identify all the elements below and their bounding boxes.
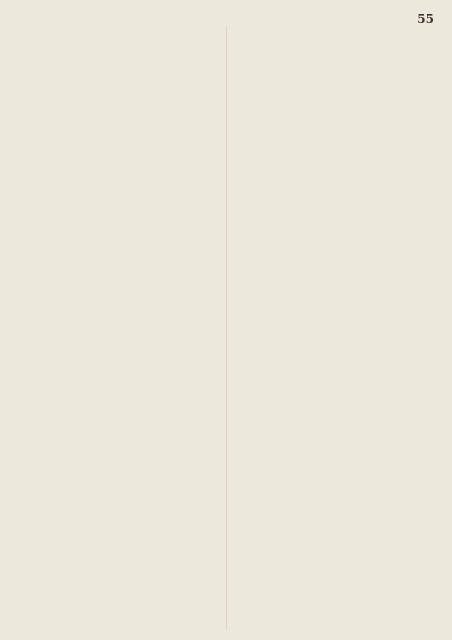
page-number: 55 — [417, 12, 434, 26]
text-columns — [18, 26, 434, 630]
left-paragraph-1 — [18, 26, 218, 66]
right-paragraph-1 — [234, 26, 434, 66]
left-column — [18, 26, 218, 630]
right-paragraph-3 — [234, 118, 434, 158]
left-paragraph-4 — [18, 164, 218, 204]
right-paragraph-2 — [234, 72, 434, 112]
right-paragraph-4 — [234, 164, 434, 204]
right-column — [234, 26, 434, 630]
left-paragraph-2 — [18, 72, 218, 112]
left-paragraph-3 — [18, 118, 218, 158]
